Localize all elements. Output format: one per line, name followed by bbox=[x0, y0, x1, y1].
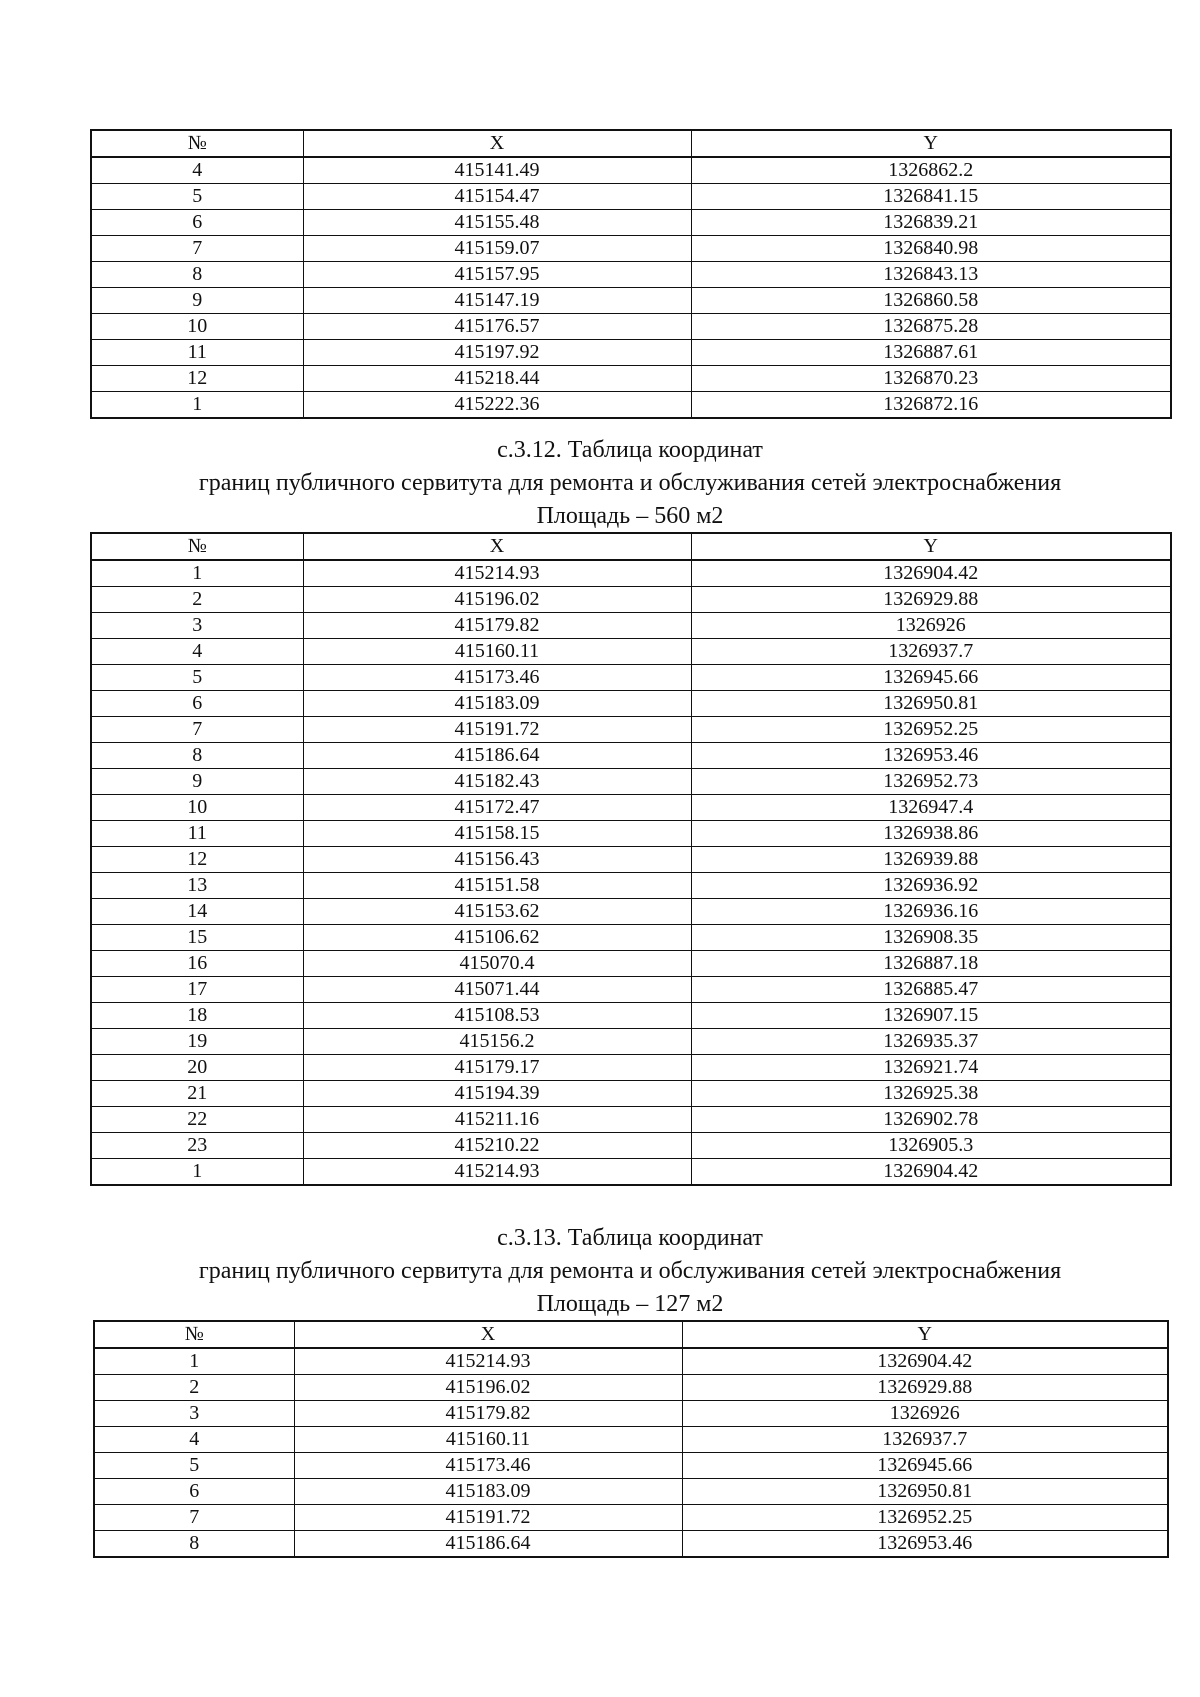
y-coordinate-cell: 1326937.7 bbox=[691, 639, 1171, 665]
header-x: X bbox=[294, 1321, 682, 1348]
y-coordinate-cell: 1326939.88 bbox=[691, 847, 1171, 873]
point-number-cell: 1 bbox=[91, 392, 303, 419]
section-area: Площадь – 127 м2 bbox=[536, 1291, 724, 1317]
table-row bbox=[91, 691, 1171, 717]
header-y: Y bbox=[691, 130, 1171, 157]
table-row bbox=[91, 769, 1171, 795]
point-number-cell: 10 bbox=[91, 314, 303, 340]
point-number-cell: 6 bbox=[94, 1479, 294, 1505]
table-row bbox=[91, 262, 1171, 288]
x-coordinate-cell: 415182.43 bbox=[303, 769, 691, 795]
header-num: № bbox=[91, 130, 303, 157]
table-header-row bbox=[91, 533, 1171, 560]
table-row bbox=[91, 795, 1171, 821]
y-coordinate-cell: 1326841.15 bbox=[691, 184, 1171, 210]
table-row bbox=[91, 184, 1171, 210]
table-row bbox=[91, 1081, 1171, 1107]
x-coordinate-cell: 415183.09 bbox=[294, 1479, 682, 1505]
point-number-cell: 8 bbox=[91, 262, 303, 288]
y-coordinate-cell: 1326929.88 bbox=[691, 587, 1171, 613]
header-num: № bbox=[94, 1321, 294, 1348]
coordinates-table-continuation bbox=[90, 129, 1172, 419]
table-row bbox=[91, 340, 1171, 366]
table-row bbox=[91, 1133, 1171, 1159]
point-number-cell: 10 bbox=[91, 795, 303, 821]
x-coordinate-cell: 415196.02 bbox=[303, 587, 691, 613]
x-coordinate-cell: 415158.15 bbox=[303, 821, 691, 847]
table-row bbox=[91, 1055, 1171, 1081]
point-number-cell: 16 bbox=[91, 951, 303, 977]
y-coordinate-cell: 1326904.42 bbox=[691, 1159, 1171, 1186]
header-x: X bbox=[303, 533, 691, 560]
y-coordinate-cell: 1326907.15 bbox=[691, 1003, 1171, 1029]
point-number-cell: 5 bbox=[94, 1453, 294, 1479]
point-number-cell: 2 bbox=[94, 1375, 294, 1401]
x-coordinate-cell: 415071.44 bbox=[303, 977, 691, 1003]
y-coordinate-cell: 1326862.2 bbox=[691, 157, 1171, 184]
y-coordinate-cell: 1326950.81 bbox=[682, 1479, 1168, 1505]
x-coordinate-cell: 415179.17 bbox=[303, 1055, 691, 1081]
table-row bbox=[94, 1348, 1168, 1375]
table-row bbox=[91, 236, 1171, 262]
y-coordinate-cell: 1326926 bbox=[691, 613, 1171, 639]
y-coordinate-cell: 1326840.98 bbox=[691, 236, 1171, 262]
x-coordinate-cell: 415160.11 bbox=[294, 1427, 682, 1453]
y-coordinate-cell: 1326952.25 bbox=[682, 1505, 1168, 1531]
table-row bbox=[91, 288, 1171, 314]
x-coordinate-cell: 415211.16 bbox=[303, 1107, 691, 1133]
point-number-cell: 12 bbox=[91, 366, 303, 392]
point-number-cell: 12 bbox=[91, 847, 303, 873]
x-coordinate-cell: 415186.64 bbox=[294, 1531, 682, 1558]
x-coordinate-cell: 415106.62 bbox=[303, 925, 691, 951]
y-coordinate-cell: 1326929.88 bbox=[682, 1375, 1168, 1401]
point-number-cell: 6 bbox=[91, 210, 303, 236]
table-row bbox=[91, 1003, 1171, 1029]
point-number-cell: 7 bbox=[94, 1505, 294, 1531]
point-number-cell: 6 bbox=[91, 691, 303, 717]
x-coordinate-cell: 415176.57 bbox=[303, 314, 691, 340]
x-coordinate-cell: 415210.22 bbox=[303, 1133, 691, 1159]
table-row bbox=[91, 925, 1171, 951]
y-coordinate-cell: 1326925.38 bbox=[691, 1081, 1171, 1107]
point-number-cell: 5 bbox=[91, 665, 303, 691]
point-number-cell: 1 bbox=[91, 560, 303, 587]
point-number-cell: 7 bbox=[91, 717, 303, 743]
x-coordinate-cell: 415160.11 bbox=[303, 639, 691, 665]
x-coordinate-cell: 415191.72 bbox=[294, 1505, 682, 1531]
table-row bbox=[91, 366, 1171, 392]
table-row bbox=[91, 1159, 1171, 1186]
point-number-cell: 4 bbox=[91, 639, 303, 665]
y-coordinate-cell: 1326870.23 bbox=[691, 366, 1171, 392]
x-coordinate-cell: 415179.82 bbox=[294, 1401, 682, 1427]
y-coordinate-cell: 1326905.3 bbox=[691, 1133, 1171, 1159]
point-number-cell: 8 bbox=[94, 1531, 294, 1558]
y-coordinate-cell: 1326887.61 bbox=[691, 340, 1171, 366]
point-number-cell: 22 bbox=[91, 1107, 303, 1133]
section-title: с.3.12. Таблица координат bbox=[497, 437, 763, 463]
y-coordinate-cell: 1326926 bbox=[682, 1401, 1168, 1427]
table-row bbox=[91, 847, 1171, 873]
point-number-cell: 14 bbox=[91, 899, 303, 925]
point-number-cell: 7 bbox=[91, 236, 303, 262]
table-row bbox=[91, 951, 1171, 977]
point-number-cell: 21 bbox=[91, 1081, 303, 1107]
x-coordinate-cell: 415183.09 bbox=[303, 691, 691, 717]
table-row bbox=[94, 1531, 1168, 1558]
table-row bbox=[91, 899, 1171, 925]
table-row bbox=[91, 314, 1171, 340]
x-coordinate-cell: 415156.2 bbox=[303, 1029, 691, 1055]
point-number-cell: 13 bbox=[91, 873, 303, 899]
x-coordinate-cell: 415153.62 bbox=[303, 899, 691, 925]
table-row bbox=[91, 743, 1171, 769]
x-coordinate-cell: 415151.58 bbox=[303, 873, 691, 899]
y-coordinate-cell: 1326921.74 bbox=[691, 1055, 1171, 1081]
table-row bbox=[91, 873, 1171, 899]
y-coordinate-cell: 1326938.86 bbox=[691, 821, 1171, 847]
y-coordinate-cell: 1326843.13 bbox=[691, 262, 1171, 288]
x-coordinate-cell: 415173.46 bbox=[294, 1453, 682, 1479]
x-coordinate-cell: 415186.64 bbox=[303, 743, 691, 769]
x-coordinate-cell: 415222.36 bbox=[303, 392, 691, 419]
table-row bbox=[91, 210, 1171, 236]
y-coordinate-cell: 1326885.47 bbox=[691, 977, 1171, 1003]
point-number-cell: 3 bbox=[94, 1401, 294, 1427]
header-num: № bbox=[91, 533, 303, 560]
point-number-cell: 4 bbox=[94, 1427, 294, 1453]
x-coordinate-cell: 415141.49 bbox=[303, 157, 691, 184]
section-subtitle: границ публичного сервитута для ремонта и обслуживания сетей электроснабжения bbox=[198, 1258, 1062, 1284]
section-3-13-caption bbox=[0, 1222, 1200, 1321]
x-coordinate-cell: 415179.82 bbox=[303, 613, 691, 639]
y-coordinate-cell: 1326860.58 bbox=[691, 288, 1171, 314]
y-coordinate-cell: 1326952.25 bbox=[691, 717, 1171, 743]
x-coordinate-cell: 415172.47 bbox=[303, 795, 691, 821]
x-coordinate-cell: 415214.93 bbox=[294, 1348, 682, 1375]
point-number-cell: 17 bbox=[91, 977, 303, 1003]
header-y: Y bbox=[682, 1321, 1168, 1348]
table-row bbox=[91, 639, 1171, 665]
point-number-cell: 9 bbox=[91, 288, 303, 314]
table-row bbox=[91, 587, 1171, 613]
x-coordinate-cell: 415194.39 bbox=[303, 1081, 691, 1107]
table-row bbox=[91, 717, 1171, 743]
y-coordinate-cell: 1326945.66 bbox=[691, 665, 1171, 691]
point-number-cell: 1 bbox=[94, 1348, 294, 1375]
y-coordinate-cell: 1326908.35 bbox=[691, 925, 1171, 951]
y-coordinate-cell: 1326936.92 bbox=[691, 873, 1171, 899]
x-coordinate-cell: 415197.92 bbox=[303, 340, 691, 366]
y-coordinate-cell: 1326952.73 bbox=[691, 769, 1171, 795]
point-number-cell: 18 bbox=[91, 1003, 303, 1029]
y-coordinate-cell: 1326839.21 bbox=[691, 210, 1171, 236]
header-y: Y bbox=[691, 533, 1171, 560]
table-row bbox=[91, 1107, 1171, 1133]
coordinates-table-3-13 bbox=[93, 1320, 1169, 1558]
y-coordinate-cell: 1326936.16 bbox=[691, 899, 1171, 925]
table-row bbox=[91, 821, 1171, 847]
point-number-cell: 23 bbox=[91, 1133, 303, 1159]
y-coordinate-cell: 1326953.46 bbox=[691, 743, 1171, 769]
y-coordinate-cell: 1326904.42 bbox=[682, 1348, 1168, 1375]
y-coordinate-cell: 1326950.81 bbox=[691, 691, 1171, 717]
table-header-row bbox=[94, 1321, 1168, 1348]
section-3-12-caption bbox=[0, 434, 1200, 533]
table-row bbox=[94, 1453, 1168, 1479]
y-coordinate-cell: 1326887.18 bbox=[691, 951, 1171, 977]
y-coordinate-cell: 1326904.42 bbox=[691, 560, 1171, 587]
table-row bbox=[91, 665, 1171, 691]
y-coordinate-cell: 1326953.46 bbox=[682, 1531, 1168, 1558]
y-coordinate-cell: 1326935.37 bbox=[691, 1029, 1171, 1055]
table-row bbox=[91, 977, 1171, 1003]
y-coordinate-cell: 1326872.16 bbox=[691, 392, 1171, 419]
point-number-cell: 9 bbox=[91, 769, 303, 795]
y-coordinate-cell: 1326902.78 bbox=[691, 1107, 1171, 1133]
point-number-cell: 11 bbox=[91, 340, 303, 366]
y-coordinate-cell: 1326937.7 bbox=[682, 1427, 1168, 1453]
x-coordinate-cell: 415156.43 bbox=[303, 847, 691, 873]
table-row bbox=[94, 1401, 1168, 1427]
point-number-cell: 15 bbox=[91, 925, 303, 951]
x-coordinate-cell: 415191.72 bbox=[303, 717, 691, 743]
section-subtitle: границ публичного сервитута для ремонта и обслуживания сетей электроснабжения bbox=[198, 470, 1062, 496]
x-coordinate-cell: 415218.44 bbox=[303, 366, 691, 392]
y-coordinate-cell: 1326945.66 bbox=[682, 1453, 1168, 1479]
point-number-cell: 5 bbox=[91, 184, 303, 210]
table-row bbox=[94, 1427, 1168, 1453]
point-number-cell: 3 bbox=[91, 613, 303, 639]
table-row bbox=[91, 157, 1171, 184]
point-number-cell: 20 bbox=[91, 1055, 303, 1081]
x-coordinate-cell: 415196.02 bbox=[294, 1375, 682, 1401]
table-row bbox=[94, 1505, 1168, 1531]
section-title: с.3.13. Таблица координат bbox=[497, 1225, 763, 1251]
x-coordinate-cell: 415147.19 bbox=[303, 288, 691, 314]
x-coordinate-cell: 415173.46 bbox=[303, 665, 691, 691]
x-coordinate-cell: 415155.48 bbox=[303, 210, 691, 236]
y-coordinate-cell: 1326875.28 bbox=[691, 314, 1171, 340]
coordinates-table-3-12 bbox=[90, 532, 1172, 1186]
x-coordinate-cell: 415070.4 bbox=[303, 951, 691, 977]
point-number-cell: 2 bbox=[91, 587, 303, 613]
table-row bbox=[91, 613, 1171, 639]
table-row bbox=[94, 1479, 1168, 1505]
point-number-cell: 8 bbox=[91, 743, 303, 769]
table-row bbox=[94, 1375, 1168, 1401]
x-coordinate-cell: 415108.53 bbox=[303, 1003, 691, 1029]
x-coordinate-cell: 415154.47 bbox=[303, 184, 691, 210]
table-row bbox=[91, 1029, 1171, 1055]
table-header-row bbox=[91, 130, 1171, 157]
point-number-cell: 19 bbox=[91, 1029, 303, 1055]
point-number-cell: 1 bbox=[91, 1159, 303, 1186]
y-coordinate-cell: 1326947.4 bbox=[691, 795, 1171, 821]
table-row bbox=[91, 560, 1171, 587]
x-coordinate-cell: 415214.93 bbox=[303, 1159, 691, 1186]
point-number-cell: 4 bbox=[91, 157, 303, 184]
x-coordinate-cell: 415157.95 bbox=[303, 262, 691, 288]
section-area: Площадь – 560 м2 bbox=[536, 503, 724, 529]
header-x: X bbox=[303, 130, 691, 157]
table-row bbox=[91, 392, 1171, 419]
point-number-cell: 11 bbox=[91, 821, 303, 847]
x-coordinate-cell: 415159.07 bbox=[303, 236, 691, 262]
x-coordinate-cell: 415214.93 bbox=[303, 560, 691, 587]
